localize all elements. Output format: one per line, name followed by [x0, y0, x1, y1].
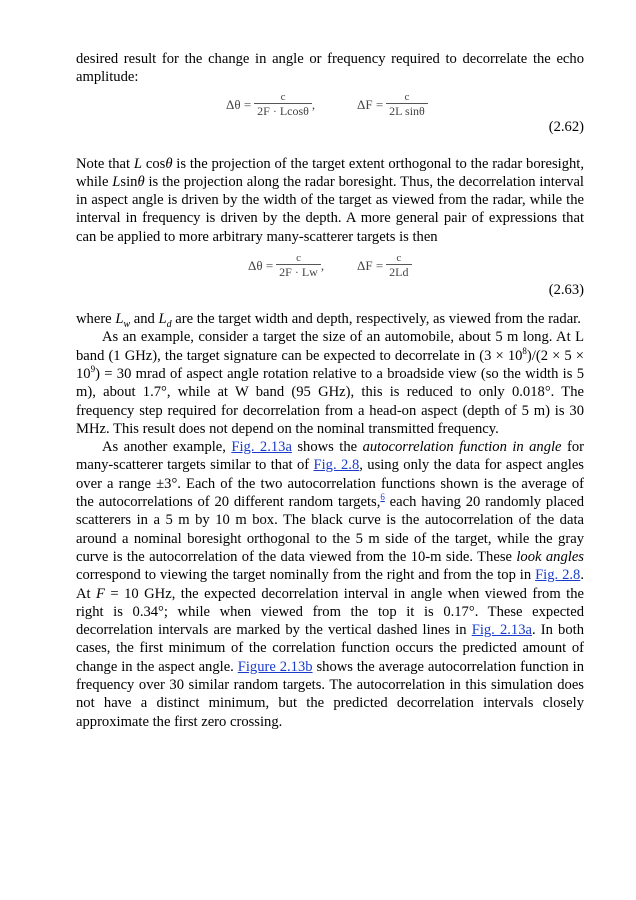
- paragraph-intro: desired result for the change in angle or frequency required to decorrelate the echo amplitude:: [76, 51, 584, 86]
- p5-text-j: shows the average autocorrelation function in frequency over 30 similar random targets. The autocorrelation in this simulation does not have a distinct minimum, but the predicted decorrelation intervals closely approximate the first zero crossing.: [76, 658, 584, 730]
- p2-text-d: sin: [120, 173, 138, 190]
- eq63-lhs2: ΔF =: [357, 258, 384, 274]
- p5-text-f: correspond to viewing the target nominally from the right and from the top in: [76, 567, 536, 584]
- p2-var-theta1: θ: [165, 155, 173, 172]
- p3-text-c: are the target width and depth, respectively, as viewed from the radar.: [171, 311, 581, 328]
- p5-text-c: for many-scatterer targets similar to that of: [76, 439, 584, 474]
- p5-var-F: F: [96, 585, 105, 602]
- equation-number-2-63: (2.63): [548, 282, 584, 299]
- p5-italic-look-angles: look angles: [516, 548, 584, 565]
- p4-text-b: )/(2 × 5 × 10: [76, 347, 585, 382]
- equation-2-62: [76, 87, 584, 143]
- paragraph-where: [76, 310, 584, 328]
- p4-sup-8: 8: [522, 345, 527, 356]
- equation-2-63: [76, 246, 584, 302]
- p5-text-g: . At: [76, 567, 584, 602]
- eq62-den2: 2L sinθ: [386, 103, 428, 119]
- equation-number-2-62: (2.62): [548, 118, 584, 135]
- eq63-lhs1: Δθ =: [248, 258, 274, 274]
- p2-var-theta2: θ: [137, 173, 145, 190]
- paragraph-autocorrelation-example: [76, 438, 584, 731]
- eq63-num2: c: [396, 252, 402, 265]
- p4-text-a: As an example, consider a target the size of an automobile, about 5 m long. At L band (1 GHz), the target signature can be expected to decorrelate in (3 × 10: [76, 329, 584, 364]
- page-body: [76, 50, 584, 731]
- eq62-lhs1: Δθ =: [226, 96, 252, 112]
- p3-var-Ld: L: [158, 311, 167, 328]
- eq63-den2: 2Ld: [386, 264, 411, 280]
- link-fig-2-13a-second[interactable]: Fig. 2.13a: [471, 622, 532, 639]
- p4-sup-9: 9: [90, 364, 96, 375]
- eq62-num1: c: [280, 90, 286, 103]
- p2-var-L2: L: [112, 173, 121, 190]
- link-fig-2-8[interactable]: Fig. 2.8: [313, 457, 360, 474]
- p5-text-b: shows the: [291, 439, 363, 456]
- p3-text-b: and: [130, 311, 159, 328]
- p2-text-c: is the projection of the target extent orthogonal to the radar boresight, while: [76, 155, 584, 190]
- p3-text-a: where: [76, 311, 116, 328]
- link-fig-2-13a[interactable]: Fig. 2.13a: [231, 439, 292, 456]
- p5-italic-autocorrelation: autocorrelation function in angle: [362, 439, 562, 456]
- eq62-sep: ,: [311, 96, 316, 112]
- p5-text-a: As another example,: [102, 439, 232, 456]
- footnote-link-6[interactable]: 6: [380, 492, 385, 503]
- p5-text-e: each having 20 randomly placed scatterers in a 5 m by 10 m box. The black curve is the autocorrelation of the data around a nominal boresight orthogonal to the 5 m side of the target, while the gray curve is the autocorrelation of the data viewed from the 10-m side. These: [76, 494, 584, 565]
- eq63-den1: 2F · Lw: [276, 264, 321, 280]
- eq62-den1: 2F · Lcosθ: [254, 103, 312, 119]
- p3-sub-w: w: [123, 318, 131, 330]
- p5-text-d: , using only the data for aspect angles over a range ±3°. Each of the two autocorrelation functions shown is the average of the autocorrelations of 20 different random targets,: [76, 457, 584, 511]
- p5-text-h: = 10 GHz, the expected decorrelation interval in angle when viewed from the right is 0.34°; while when viewed from the top it is 0.17°. These expected decorrelation intervals are marked by the vertical dashed lines in: [76, 585, 584, 639]
- p2-text-b: cos: [142, 155, 166, 172]
- p2-text-a: Note that: [76, 155, 134, 172]
- eq63-sep: ,: [320, 258, 325, 274]
- p2-text-e: is the projection along the radar boresight. Thus, the decorrelation interval in aspect angle is driven by the width of the target as viewed from the radar, while the interval in frequency is driven by the depth. A more general pair of expressions that can be applied to more arbitrary many-scatterer targets is then: [76, 173, 584, 245]
- p3-sub-d: d: [166, 318, 172, 330]
- p4-text-c: ) = 30 mrad of aspect angle rotation relative to a broadside view (so the width is 5 m), about 1.7°, while at W band (95 GHz), this is reduced to only 0.018°. The frequency step required for decorrelation from a head-on aspect (depth of 5 m) is 30 MHz. This result does not depend on the nominal transmitted frequency.: [76, 365, 584, 437]
- p2-var-L1: L: [133, 155, 143, 172]
- eq62-num2: c: [404, 90, 410, 103]
- link-fig-2-8-second[interactable]: Fig. 2.8: [535, 567, 581, 584]
- p3-var-Lw: L: [115, 311, 124, 328]
- paragraph-projection: [76, 155, 584, 246]
- link-figure-2-13b[interactable]: Figure 2.13b: [237, 658, 313, 675]
- eq62-lhs2: ΔF =: [357, 96, 384, 112]
- paragraph-automobile-example: [76, 328, 584, 438]
- eq63-num1: c: [296, 252, 301, 265]
- p5-text-i: . In both cases, the first minimum of the correlation function occurs the predicted amount of change in the aspect angle.: [76, 622, 584, 675]
